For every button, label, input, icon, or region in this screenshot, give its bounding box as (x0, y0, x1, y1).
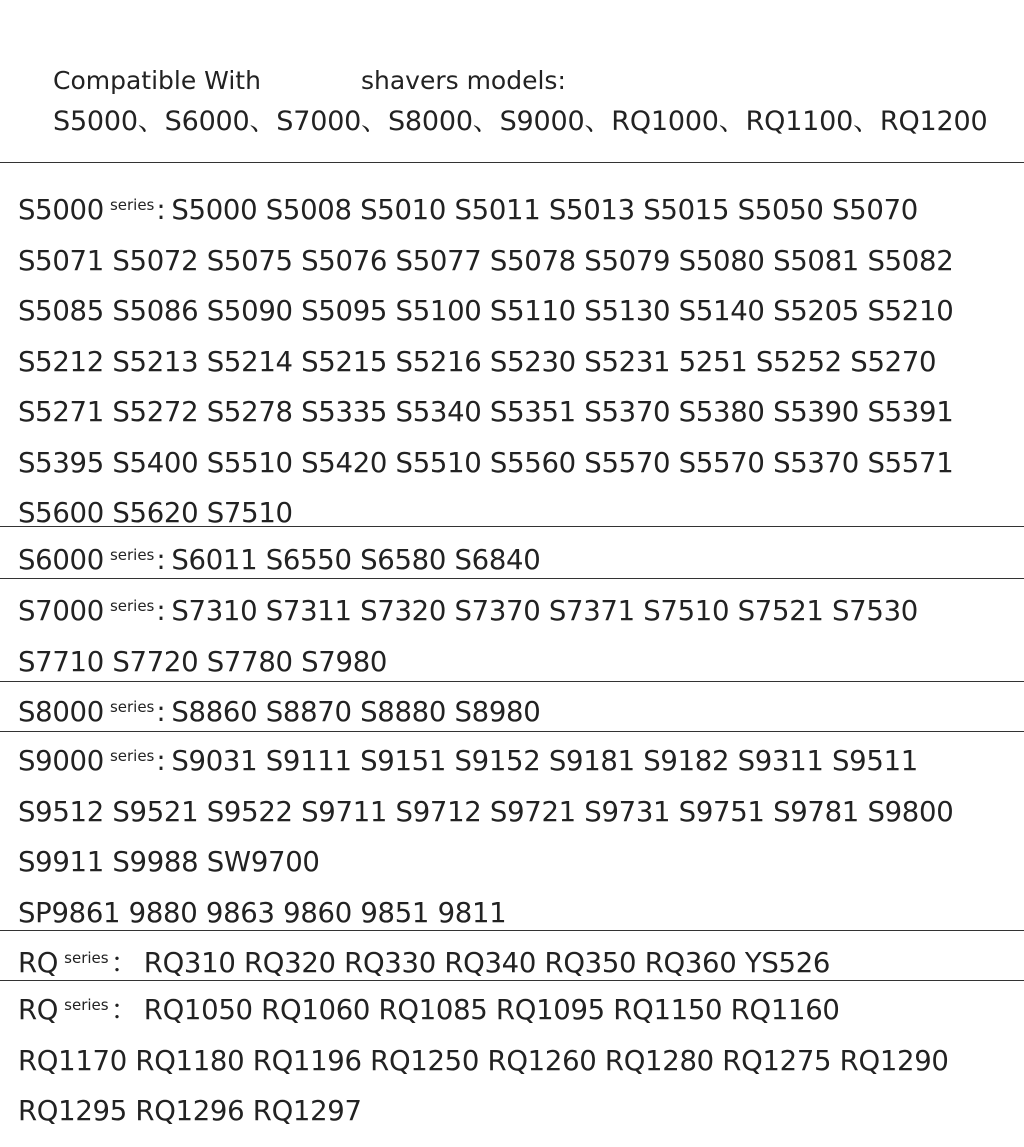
model-list: SP9861 9880 9863 9860 9851 9811 (18, 896, 507, 929)
series-name: S5000 (18, 194, 104, 226)
model-list: S7310 S7311 S7320 S7370 S7371 S7510 S7521 S7530 (171, 595, 918, 627)
series-section-s5000 (18, 180, 1018, 539)
divider (0, 578, 1024, 579)
series-colon: : (156, 696, 166, 728)
divider (0, 930, 1024, 931)
series-line (18, 980, 1018, 1036)
series-name: RQ (18, 947, 59, 979)
series-name: S8000 (18, 696, 104, 728)
series-colon: : (156, 595, 166, 627)
models-list: S5000、S6000、S7000、S8000、S9000、RQ1000、RQ1100、RQ1200 (53, 106, 988, 137)
model-list: S5271 S5272 S5278 S5335 S5340 S5351 S5370 S5380 S5390 S5391 (18, 396, 954, 428)
series-tag: series (109, 747, 155, 765)
header-intro-line (53, 62, 1013, 100)
series-colon: : (156, 544, 166, 576)
model-list: S8860 S8870 S8880 S8980 (171, 696, 541, 728)
series-section-rq-1000 (18, 980, 1018, 1137)
model-list: S9031 S9111 S9151 S9152 S9181 S9182 S9311 S9511 (171, 745, 918, 777)
series-line (18, 731, 1018, 787)
series-tag: series (109, 698, 155, 716)
model-list: RQ1170 RQ1180 RQ1196 RQ1250 RQ1260 RQ1280 RQ1275 RQ1290 (18, 1044, 949, 1077)
series-tag: series (64, 996, 109, 1014)
compatible-with-text: Compatible With (53, 66, 261, 95)
divider (0, 162, 1024, 163)
series-colon: ： (110, 947, 138, 979)
model-list: S5085 S5086 S5090 S5095 S5100 S5110 S5130 S5140 S5205 S5210 (18, 295, 954, 327)
series-name: S6000 (18, 544, 104, 576)
series-colon: : (156, 194, 166, 226)
model-list: RQ1295 RQ1296 RQ1297 (18, 1095, 362, 1127)
series-name: RQ (18, 994, 59, 1026)
model-list: RQ1050 RQ1060 RQ1085 RQ1095 RQ1150 RQ1160 (143, 994, 840, 1026)
series-colon: ： (110, 994, 138, 1026)
series-section-s8000 (18, 682, 1018, 738)
model-list: RQ310 RQ320 RQ330 RQ340 RQ350 RQ360 YS526 (143, 947, 831, 979)
model-list: S7710 S7720 S7780 S7980 (18, 645, 388, 678)
model-list: S5600 S5620 S7510 (18, 497, 293, 529)
model-list: S5000 S5008 S5010 S5011 S5013 S5015 S5050 S5070 (171, 194, 918, 226)
series-tag: series (109, 597, 155, 615)
series-line (18, 581, 1018, 637)
series-section-s9000 (18, 731, 1018, 938)
shavers-models-text: shavers models: (360, 66, 566, 95)
model-list: S5212 S5213 S5214 S5215 S5216 S5230 S5231 5251 S5252 S5270 (18, 345, 937, 378)
series-colon: : (156, 745, 166, 777)
model-list: S6011 S6550 S6580 S6840 (171, 544, 541, 576)
model-list: S5071 S5072 S5075 S5076 S5077 S5078 S5079 S5080 S5081 S5082 (18, 244, 954, 277)
compatibility-header (53, 62, 1013, 144)
series-tag: series (109, 196, 155, 214)
series-name: S9000 (18, 745, 104, 777)
series-line (18, 682, 1018, 738)
divider (0, 526, 1024, 527)
series-tag: series (64, 949, 109, 967)
series-line (18, 180, 1018, 236)
series-section-s7000 (18, 581, 1018, 687)
model-list: S9512 S9521 S9522 S9711 S9712 S9721 S9731 S9751 S9781 S9800 (18, 795, 954, 828)
series-tag: series (109, 546, 155, 564)
model-list: S9911 S9988 SW9700 (18, 846, 320, 878)
model-list: S5395 S5400 S5510 S5420 S5510 S5560 S5570 S5570 S5370 S5571 (18, 446, 954, 479)
series-name: S7000 (18, 595, 104, 627)
